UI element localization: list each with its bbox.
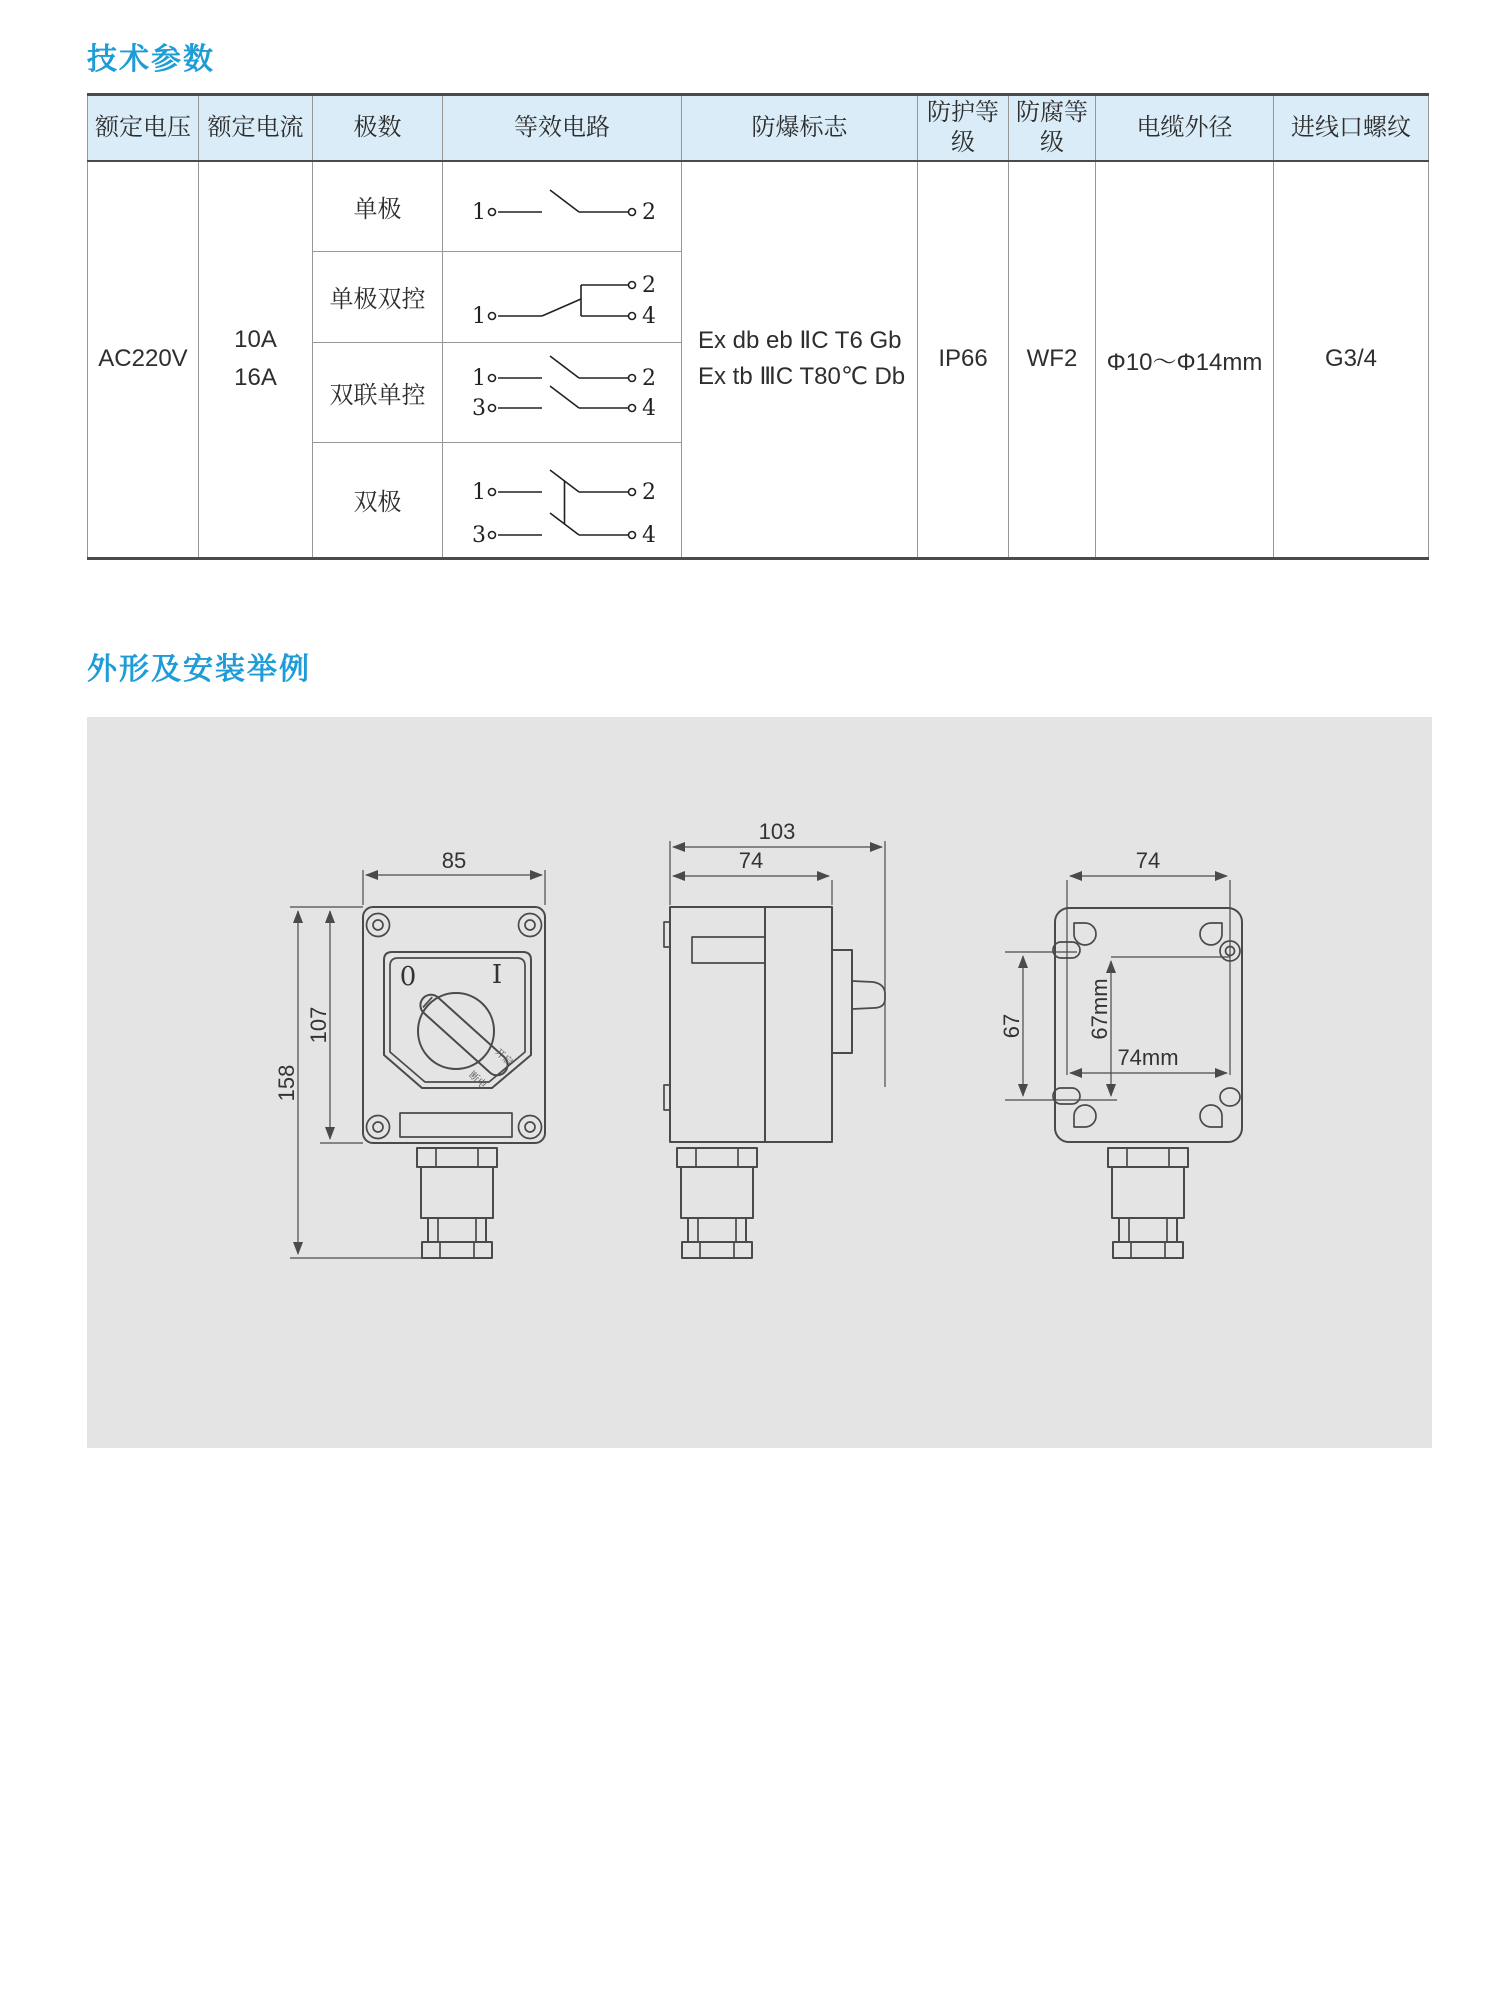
position-off-label: 0 [399, 962, 417, 992]
terminal-label: 4 [642, 396, 656, 421]
back-mount-height-mm-dim: 67mm [1087, 978, 1112, 1040]
corner-screws [367, 914, 542, 1139]
terminal-label: 4 [642, 522, 656, 548]
side-overall-depth-dim: 103 [758, 819, 796, 844]
header-rated-voltage: 额定电压 [88, 95, 199, 162]
terminal-label: 1 [472, 304, 486, 329]
enclosure-back [1055, 908, 1242, 1142]
terminal-label: 3 [472, 396, 486, 421]
cell-entry-thread: G3/4 [1274, 161, 1429, 558]
terminal-label: 2 [642, 479, 656, 505]
header-ex-mark: 防爆标志 [682, 95, 918, 162]
circuit-diagram-single-pole [443, 162, 680, 250]
terminal-label: 3 [472, 522, 486, 548]
name-plate [400, 1113, 512, 1137]
back-mount-height-dim: 67 [999, 1013, 1024, 1039]
switch-blade [542, 299, 581, 316]
cell-rated-voltage: AC220V [88, 161, 199, 558]
cell-circuit-4 [443, 442, 682, 558]
cell-ip-rating: IP66 [918, 161, 1009, 558]
position-on-label: I [491, 960, 503, 990]
switch-blade [550, 356, 579, 378]
tech-params-title: 技术参数 [87, 43, 215, 76]
circuit-diagram-double-pole [443, 443, 680, 557]
front-width-dim: 85 [441, 848, 467, 873]
front-overall-height-dim: 158 [274, 1064, 299, 1102]
circuit-diagram-dual-single [443, 343, 680, 441]
back-view [999, 848, 1242, 1258]
rotary-knob [418, 993, 494, 1069]
cell-poles-3: 双联单控 [313, 342, 443, 442]
header-rated-current: 额定电流 [199, 95, 313, 162]
header-entry-thread: 进线口螺纹 [1274, 95, 1429, 162]
side-body-depth-dim: 74 [738, 848, 764, 873]
outline-section-title: 外形及安装举例 [87, 653, 311, 686]
rated-current-10a: 10A [234, 325, 277, 353]
cell-ex-mark [682, 161, 918, 558]
tech-params-table [87, 93, 1429, 560]
front-inner-height-dim: 107 [306, 1006, 331, 1044]
cell-poles-4: 双极 [313, 442, 443, 558]
terminal-label: 2 [642, 366, 656, 391]
header-ip-rating: 防护等级 [918, 95, 1009, 162]
rated-current-16a: 16A [234, 364, 277, 392]
switch-blade [550, 190, 579, 212]
back-width-dim: 74 [1135, 848, 1161, 873]
handle-off-label: 断电 [466, 1069, 489, 1092]
switch-blade [550, 386, 579, 408]
side-view [664, 819, 885, 1258]
cell-circuit-1 [443, 161, 682, 251]
cell-cable-od: Φ10～Φ14mm [1096, 161, 1274, 558]
header-cable-od: 电缆外径 [1096, 95, 1274, 162]
handle-profile [852, 981, 885, 1009]
terminal-label: 2 [642, 273, 656, 298]
mounting-holes [1053, 941, 1240, 1106]
side-label-plate [692, 937, 765, 963]
table-row [88, 161, 1429, 251]
cell-rated-current [199, 161, 313, 558]
cell-anticorrosion: WF2 [1009, 161, 1096, 558]
cell-circuit-3 [443, 342, 682, 442]
terminal-label: 1 [472, 479, 486, 505]
terminal-label: 4 [642, 304, 656, 329]
terminal-label: 1 [472, 200, 486, 226]
header-poles: 极数 [313, 95, 443, 162]
circuit-diagram-two-way [443, 252, 680, 341]
enclosure-side [670, 907, 832, 1142]
cell-poles-1: 单极 [313, 161, 443, 251]
operator-plate [832, 950, 852, 1053]
header-circuit: 等效电路 [443, 95, 682, 162]
cell-poles-2: 单极双控 [313, 251, 443, 342]
header-anticorrosion: 防腐等级 [1009, 95, 1096, 162]
front-view [274, 848, 545, 1258]
cell-circuit-2 [443, 251, 682, 342]
table-header-row [88, 95, 1429, 162]
terminal-label: 2 [642, 200, 656, 226]
handle-on-label: 开启 [492, 1046, 515, 1069]
ex-mark-line-1: Ex db eb ⅡC T6 Gb [698, 327, 902, 355]
outline-drawing-panel [87, 717, 1432, 1448]
ex-mark-line-2: Ex tb ⅢC T80℃ Db [698, 363, 906, 391]
back-mount-width-mm-dim: 74mm [1117, 1045, 1179, 1070]
installation-drawings [87, 717, 1432, 1448]
terminal-label: 1 [472, 366, 486, 391]
